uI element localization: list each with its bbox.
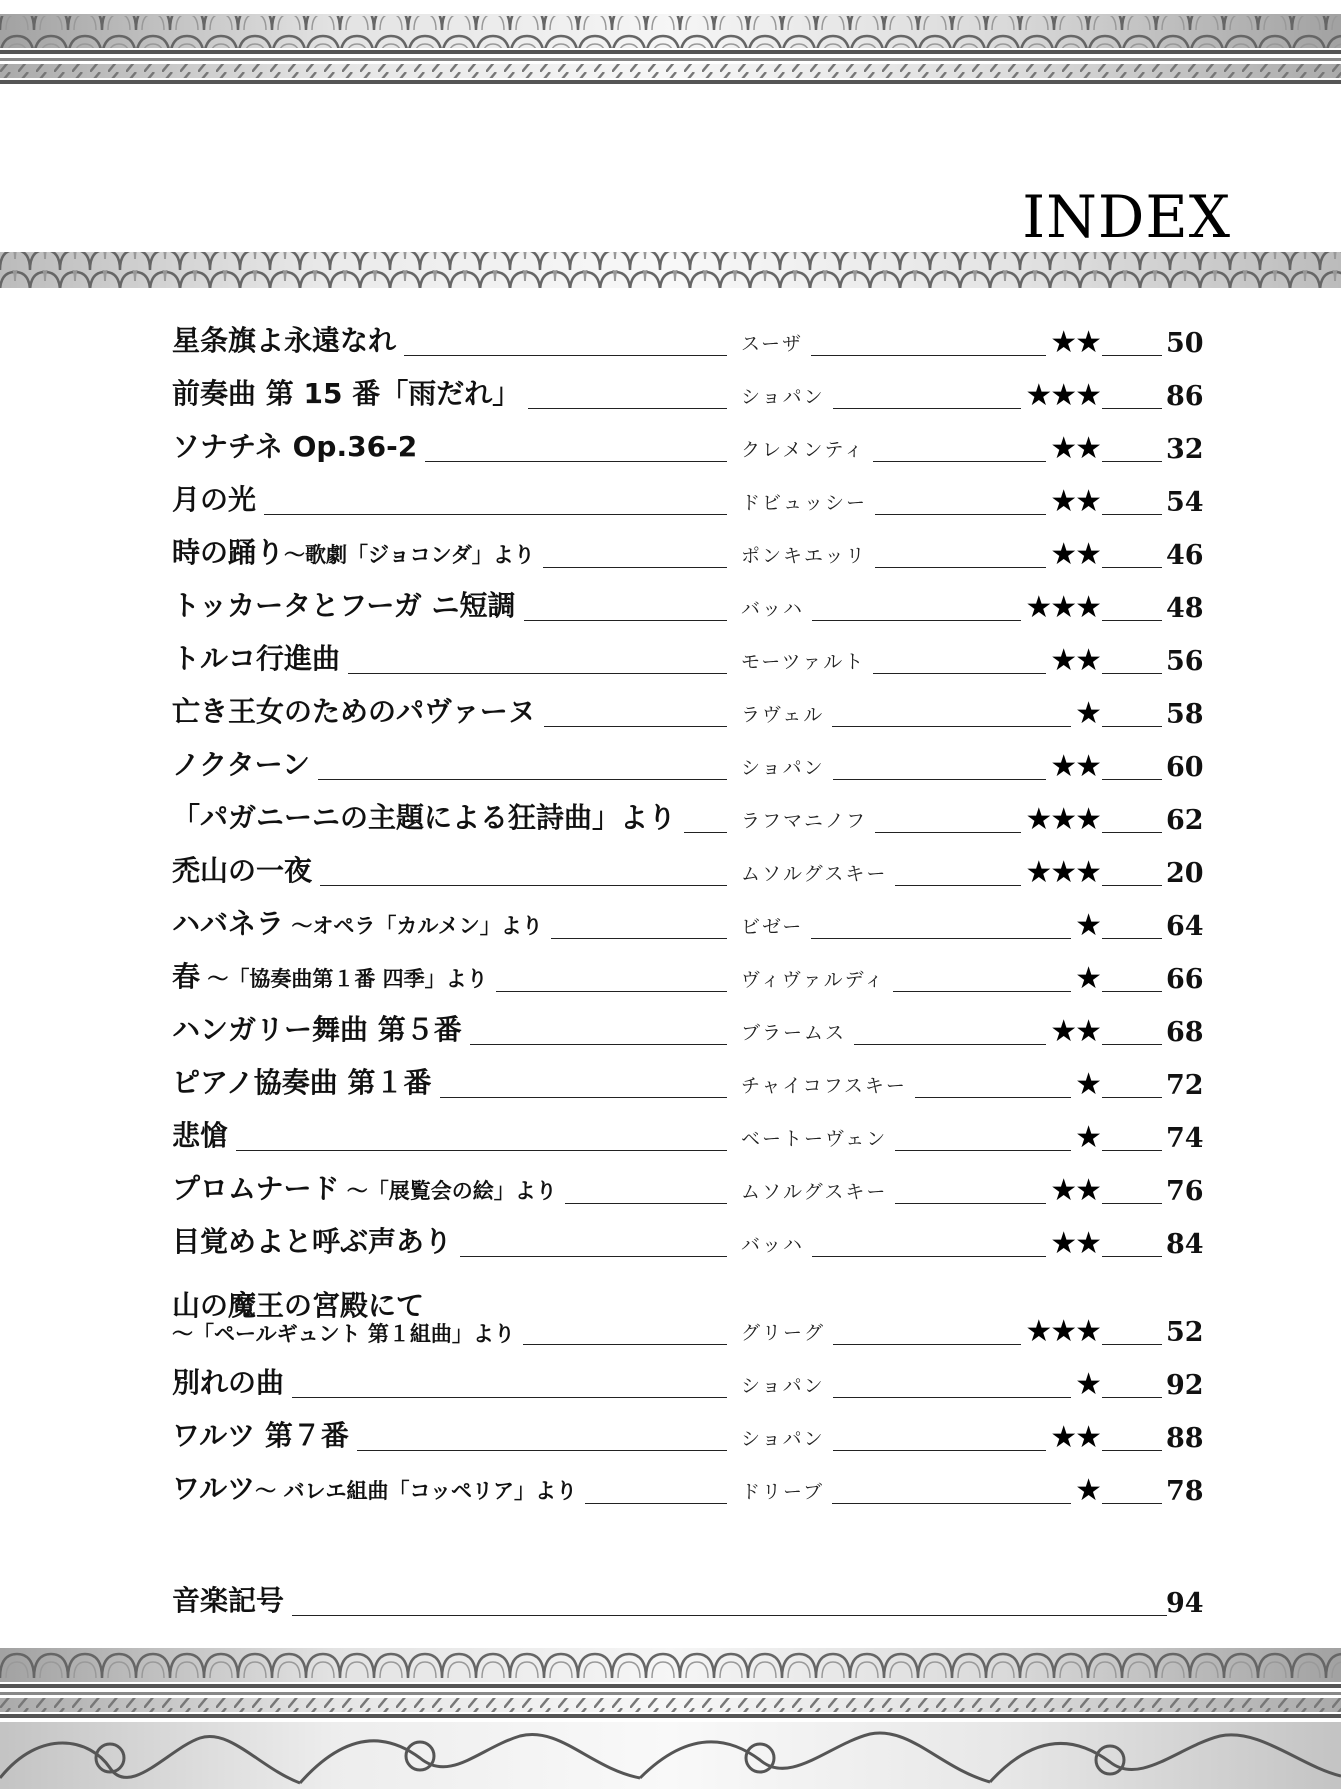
leader-line <box>1102 1097 1162 1098</box>
composer-name: ムソルグスキー <box>741 859 895 886</box>
difficulty-stars: ★ <box>1071 1067 1100 1102</box>
page-number: 54 <box>1166 487 1204 518</box>
page-number: 66 <box>1166 964 1204 995</box>
index-row[interactable] <box>172 421 1202 474</box>
appendix-title: 音楽記号 <box>172 1585 292 1617</box>
song-title <box>172 1014 470 1046</box>
leader-line <box>1102 567 1162 568</box>
page-number: 50 <box>1166 328 1204 359</box>
song-title <box>172 1473 585 1505</box>
song-title-main: 時の踊り <box>172 535 285 569</box>
index-row[interactable] <box>172 527 1202 580</box>
page-number: 56 <box>1166 646 1204 677</box>
leader-line <box>1102 408 1162 409</box>
index-row[interactable] <box>172 1463 1202 1516</box>
difficulty-stars: ★★ <box>1046 643 1100 678</box>
difficulty-stars: ★★ <box>1046 431 1100 466</box>
leader-line <box>1102 673 1162 674</box>
song-title <box>172 1226 460 1258</box>
page-number: 84 <box>1166 1229 1204 1260</box>
song-title <box>172 1367 292 1399</box>
song-index-list <box>172 315 1202 1516</box>
song-title-main: ワルツ 第７番 <box>172 1418 349 1452</box>
song-subtitle: ～「協奏曲第１番 四季」より <box>200 966 488 991</box>
song-title <box>172 431 425 463</box>
song-title-main: ピアノ協奏曲 第１番 <box>172 1065 432 1099</box>
difficulty-stars: ★★ <box>1046 484 1100 519</box>
song-title-main: 亡き王女のためのパヴァーヌ <box>172 694 536 728</box>
song-title-main: 山の魔王の宮殿にて <box>172 1288 425 1322</box>
index-row[interactable] <box>172 951 1202 1004</box>
index-row[interactable] <box>172 1163 1202 1216</box>
index-row[interactable] <box>172 580 1202 633</box>
difficulty-stars: ★★★ <box>1021 378 1100 413</box>
song-title-main: ハンガリー舞曲 第５番 <box>172 1012 462 1046</box>
leader-line <box>1102 1203 1162 1204</box>
composer-name: スーザ <box>741 329 811 356</box>
song-title <box>172 696 544 728</box>
composer-name: バッハ <box>741 1230 812 1257</box>
leader-line <box>1102 832 1162 833</box>
index-row[interactable] <box>172 368 1202 421</box>
song-title <box>172 325 404 357</box>
page-number: 68 <box>1166 1017 1204 1048</box>
song-title-main: ワルツ <box>172 1471 256 1505</box>
index-row[interactable] <box>172 315 1202 368</box>
leader-line <box>172 1615 1167 1616</box>
page-number: 60 <box>1166 752 1204 783</box>
song-title <box>172 378 528 410</box>
composer-name: ドビュッシー <box>741 488 875 515</box>
index-row[interactable] <box>172 686 1202 739</box>
difficulty-stars: ★★★ <box>1021 590 1100 625</box>
leader-line <box>1102 1344 1162 1345</box>
song-subtitle: ～ バレエ組曲「コッペリア」より <box>255 1478 578 1503</box>
index-row[interactable] <box>172 898 1202 951</box>
song-subtitle: ～歌劇「ジョコンダ」より <box>284 542 535 567</box>
index-row[interactable] <box>172 1004 1202 1057</box>
song-title-main: ソナチネ Op.36-2 <box>172 429 418 463</box>
page-number: 78 <box>1166 1476 1204 1507</box>
difficulty-stars: ★ <box>1071 696 1100 731</box>
song-title-main: 月の光 <box>172 482 257 516</box>
appendix-row[interactable] <box>172 1575 1202 1628</box>
bottom-ornamental-border <box>0 1648 1341 1789</box>
difficulty-stars: ★ <box>1071 1473 1100 1508</box>
leader-line <box>1102 938 1162 939</box>
composer-name: ショパン <box>741 382 833 409</box>
composer-name: ラフマニノフ <box>741 806 875 833</box>
index-row[interactable] <box>172 739 1202 792</box>
leader-line <box>1102 620 1162 621</box>
page-number: 58 <box>1166 699 1204 730</box>
song-title <box>172 1173 565 1205</box>
index-row[interactable] <box>172 474 1202 527</box>
song-title-main: 前奏曲 第 15 番「雨だれ」 <box>172 376 521 410</box>
leader-line <box>1102 355 1162 356</box>
page-number: 86 <box>1166 381 1204 412</box>
song-title <box>172 590 524 622</box>
song-subtitle: ～オペラ「カルメン」より <box>284 913 543 938</box>
song-subtitle: ～「展覧会の絵」より <box>339 1178 557 1203</box>
leader-line <box>1102 1256 1162 1257</box>
page-number: 52 <box>1166 1317 1204 1348</box>
composer-name: ムソルグスキー <box>741 1177 895 1204</box>
song-title-main: 禿山の一夜 <box>172 853 313 887</box>
page-number: 74 <box>1166 1123 1204 1154</box>
composer-name: ベートーヴェン <box>741 1124 895 1151</box>
page-number: 94 <box>1166 1588 1204 1619</box>
page-number: 64 <box>1166 911 1204 942</box>
difficulty-stars: ★ <box>1071 961 1100 996</box>
difficulty-stars: ★★ <box>1046 749 1100 784</box>
song-title-main: 悲愴 <box>172 1118 229 1152</box>
difficulty-stars: ★★★ <box>1021 855 1100 890</box>
difficulty-stars: ★★ <box>1046 1226 1100 1261</box>
composer-name: クレメンティ <box>741 435 873 462</box>
index-heading: INDEX <box>1022 183 1231 251</box>
song-title <box>172 802 684 834</box>
index-row[interactable] <box>172 1410 1202 1463</box>
index-row[interactable] <box>172 1357 1202 1410</box>
difficulty-stars: ★ <box>1071 908 1100 943</box>
page-number: 92 <box>1166 1370 1204 1401</box>
composer-name: ドリーブ <box>741 1477 832 1504</box>
index-row[interactable] <box>172 792 1202 845</box>
composer-name: ヴィヴァルディ <box>741 965 893 992</box>
composer-name: ポンキエッリ <box>741 541 875 568</box>
song-title <box>172 1120 236 1152</box>
leader-line <box>1102 1503 1162 1504</box>
song-title <box>172 1067 440 1099</box>
difficulty-stars: ★ <box>1071 1367 1100 1402</box>
song-title-main: 別れの曲 <box>172 1365 285 1399</box>
composer-name: バッハ <box>741 594 812 621</box>
top-ornamental-border <box>0 0 1341 90</box>
song-title <box>172 855 320 887</box>
composer-name: ショパン <box>741 1371 833 1398</box>
leader-line <box>1102 991 1162 992</box>
difficulty-stars: ★★★ <box>1021 802 1100 837</box>
song-title <box>172 537 543 569</box>
title-scallop-border <box>0 248 1341 292</box>
difficulty-stars: ★★ <box>1046 1014 1100 1049</box>
page-number: 62 <box>1166 805 1204 836</box>
leader-line <box>1102 1450 1162 1451</box>
leader-line <box>1102 514 1162 515</box>
leader-line <box>1102 1044 1162 1045</box>
index-row[interactable] <box>172 633 1202 686</box>
song-title <box>172 643 348 675</box>
composer-name: ショパン <box>741 1424 833 1451</box>
page-number: 76 <box>1166 1176 1204 1207</box>
leader-line <box>172 1150 727 1151</box>
index-row[interactable] <box>172 1057 1202 1110</box>
page-number: 46 <box>1166 540 1204 571</box>
page-number: 72 <box>1166 1070 1204 1101</box>
song-title <box>172 961 496 993</box>
index-row[interactable] <box>172 1269 1202 1357</box>
song-title-main: 「パガニーニの主題による狂詩曲」より <box>172 800 677 834</box>
leader-line <box>1102 885 1162 886</box>
page-number: 20 <box>1166 858 1204 889</box>
composer-name: ショパン <box>741 753 833 780</box>
leader-line <box>1102 1150 1162 1151</box>
composer-name: チャイコフスキー <box>741 1071 915 1098</box>
song-subtitle: ～「ペールギュント 第１組曲」より <box>172 1321 515 1346</box>
page-number: 88 <box>1166 1423 1204 1454</box>
difficulty-stars: ★★ <box>1046 537 1100 572</box>
composer-name: ブラームス <box>741 1018 854 1045</box>
composer-name: ビゼー <box>741 912 811 939</box>
composer-name: グリーグ <box>741 1318 833 1345</box>
song-title-main: トッカータとフーガ ニ短調 <box>172 588 516 622</box>
index-row[interactable] <box>172 1216 1202 1269</box>
page-number: 48 <box>1166 593 1204 624</box>
song-title <box>172 908 551 940</box>
index-row[interactable] <box>172 845 1202 898</box>
song-title <box>172 1420 357 1452</box>
song-title <box>172 1290 523 1346</box>
song-title-main: ノクターン <box>172 747 311 781</box>
leader-line <box>1102 779 1162 780</box>
difficulty-stars: ★★★ <box>1021 1314 1100 1349</box>
page-number: 32 <box>1166 434 1204 465</box>
song-title-main: トルコ行進曲 <box>172 641 341 675</box>
song-title-main: ハバネラ <box>172 906 285 940</box>
difficulty-stars: ★ <box>1071 1120 1100 1155</box>
difficulty-stars: ★★ <box>1046 1173 1100 1208</box>
song-title-main: プロムナード <box>172 1171 340 1205</box>
song-title-main: 目覚めよと呼ぶ声あり <box>172 1224 453 1258</box>
difficulty-stars: ★★ <box>1046 1420 1100 1455</box>
composer-name: モーツァルト <box>741 647 873 674</box>
song-title-main: 星条旗よ永遠なれ <box>172 323 397 357</box>
leader-line <box>1102 461 1162 462</box>
index-row[interactable] <box>172 1110 1202 1163</box>
song-title <box>172 484 264 516</box>
song-title-main: 春 <box>172 959 201 993</box>
leader-line <box>1102 1397 1162 1398</box>
leader-line <box>1102 726 1162 727</box>
composer-name: ラヴェル <box>741 700 832 727</box>
difficulty-stars: ★★ <box>1046 325 1100 360</box>
song-title <box>172 749 318 781</box>
